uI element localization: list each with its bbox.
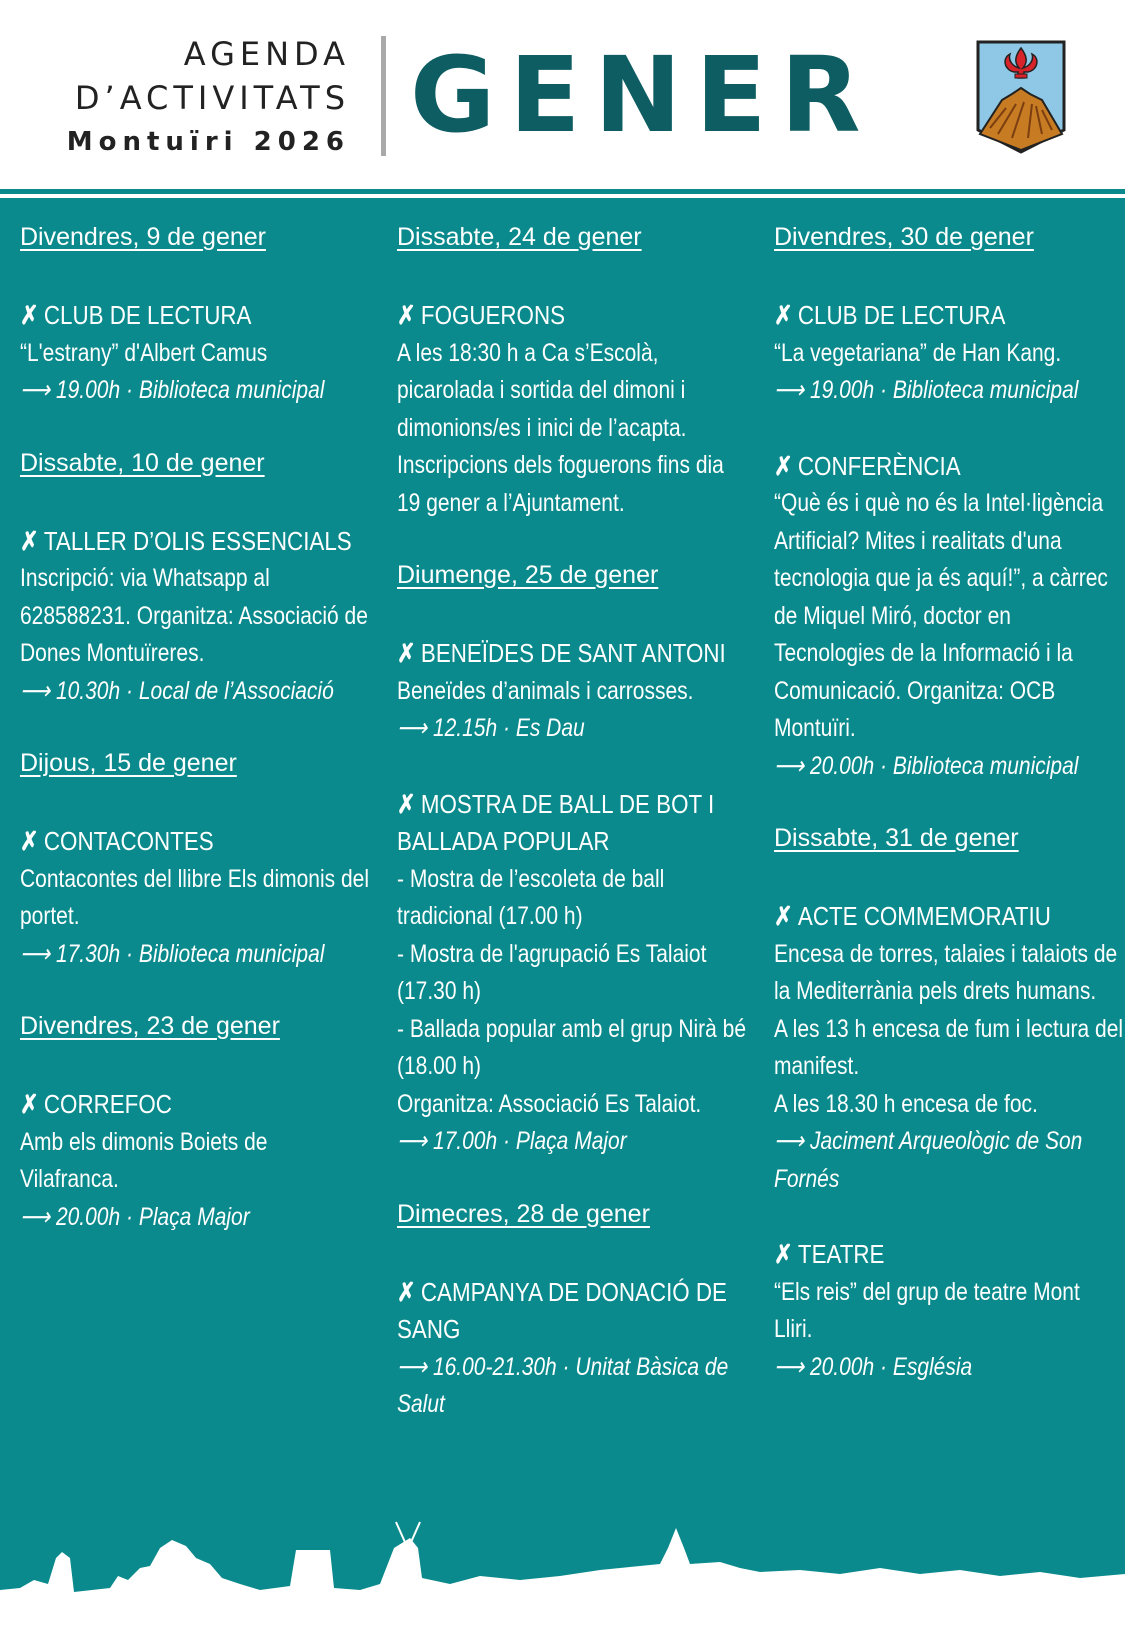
cross-icon: ✗ (774, 450, 793, 481)
day-date: Dissabte, 31 de gener (774, 824, 1019, 852)
event-time-place: ⟶ 20.00h · Biblioteca municipal (774, 751, 1079, 780)
day-date: Dijous, 15 de gener (20, 749, 237, 777)
day-date: Dissabte, 24 de gener (397, 223, 642, 251)
event (20, 297, 370, 410)
cross-icon: ✗ (20, 300, 39, 330)
cross-icon: ✗ (774, 1239, 793, 1269)
cross-icon: ✗ (20, 826, 39, 856)
event-description: Encesa de torres, talaies i talaiots de la Mediterrània pels drets humans. A les 13 h encesa de fum i lectura del manifest. A les 18.30 h encesa de foc. (774, 939, 1124, 1118)
cross-icon: ✗ (774, 300, 793, 330)
event (774, 297, 1124, 410)
day-date: Divendres, 9 de gener (20, 223, 266, 251)
event (397, 297, 747, 522)
day-date: Dimecres, 28 de gener (397, 1199, 650, 1228)
event-title: ✗ CONFERÈNCIA (774, 450, 961, 481)
event-time-place: ⟶ 10.30h · Local de l’Associació (20, 676, 334, 705)
event (20, 523, 370, 711)
event-description: Amb els dimonis Boiets de Vilafranca. (20, 1127, 268, 1193)
column-1 (20, 222, 370, 1274)
event-title: ✗ TEATRE (774, 1239, 885, 1269)
cross-icon: ✗ (20, 525, 39, 556)
event-time-place: ⟶ 19.00h · Biblioteca municipal (774, 376, 1079, 404)
event-description: - Mostra de l’escoleta de ball tradicional (17.00 h) - Mostra de l'agrupació Es Talaiot (17.30 h) - Ballada popular amb el grup Nirà bé (18.00 h) Organitza: Associació Es Talaiot. (397, 864, 747, 1118)
event-title: ✗ TALLER D’OLIS ESSENCIALS (20, 525, 352, 556)
cross-icon: ✗ (20, 1089, 39, 1119)
cross-icon: ✗ (397, 300, 416, 330)
event-time-place: ⟶ Jaciment Arqueològic de Son Fornés (774, 1127, 1083, 1193)
day-date: Divendres, 30 de gener (774, 223, 1034, 251)
event-time-place: ⟶ 20.00h · Plaça Major (20, 1202, 250, 1231)
day-date: Divendres, 23 de gener (20, 1012, 280, 1040)
event-time-place: ⟶ 16.00-21.30h · Unitat Bàsica de Salut (397, 1352, 729, 1418)
event-time-place: ⟶ 17.00h · Plaça Major (397, 1127, 627, 1155)
event-title: ✗ ACTE COMMEMORATIU (774, 901, 1051, 931)
cross-icon: ✗ (397, 1276, 416, 1307)
event-time-place: ⟶ 17.30h · Biblioteca municipal (20, 939, 325, 968)
event-description: Inscripció: via Whatsapp al 628588231. Organitza: Associació de Dones Montuïreres. (20, 564, 368, 667)
event-title: ✗ CLUB DE LECTURA (20, 300, 252, 330)
cross-icon: ✗ (397, 788, 416, 819)
header (0, 0, 1125, 188)
event-time-place: ⟶ 19.00h · Biblioteca municipal (20, 376, 325, 404)
event (397, 786, 747, 1161)
agenda-location-year: Montuïri 2026 (66, 127, 350, 157)
event-time-place: ⟶ 12.15h · Es Dau (397, 714, 585, 742)
event-description: “L'estrany” d'Albert Camus (20, 338, 268, 367)
event (20, 1086, 370, 1236)
column-2 (397, 222, 747, 1462)
event-title: ✗ CAMPANYA DE DONACIÓ DE SANG (397, 1276, 727, 1344)
event-title: ✗ MOSTRA DE BALL DE BOT I BALLADA POPULAR (397, 788, 715, 856)
day-date: Diumenge, 25 de gener (397, 561, 659, 589)
event-description: “Què és i què no és la Intel·ligència Artificial? Mites i realitats d'una tecnologia que ja és aquí!”, a càrrec de Miquel Miró, doctor en Tecnologies de la Informació i la Comunicació. Organitza: OCB Montuïri. (774, 489, 1108, 742)
event-title: ✗ BENEÏDES DE SANT ANTONI (397, 638, 726, 668)
town-skyline-silhouette (0, 1518, 1125, 1625)
event (774, 1236, 1124, 1386)
day-date: Dissabte, 10 de gener (20, 448, 265, 477)
event (20, 823, 370, 973)
header-underline (0, 189, 1125, 194)
event-description: A les 18:30 h a Ca s’Escolà, picarolada i sortida del dimoni i dimonions/es i inici de l’acapta. Inscripcions dels foguerons fins dia 19 gener a l’Ajuntament. (397, 338, 724, 517)
agenda-subtitle: D’ACTIVITATS (74, 79, 350, 117)
event (397, 635, 747, 748)
event-description: “La vegetariana” de Han Kang. (774, 338, 1062, 367)
event-title: ✗ FOGUERONS (397, 300, 566, 330)
agenda-title: AGENDA (183, 35, 350, 73)
event-time-place: ⟶ 20.00h · Església (774, 1352, 973, 1381)
column-3 (774, 222, 1124, 1424)
cross-icon: ✗ (774, 901, 793, 931)
event-title: ✗ CLUB DE LECTURA (774, 300, 1006, 330)
event-title: ✗ CORREFOC (20, 1089, 172, 1119)
event (397, 1274, 747, 1424)
event (774, 898, 1124, 1198)
event-description: Beneïdes d’animals i carrosses. (397, 676, 694, 705)
event-description: “Els reis” del grup de teatre Mont Lliri. (774, 1277, 1080, 1343)
agenda-heading (67, 32, 350, 164)
header-divider (381, 36, 386, 156)
event (774, 448, 1124, 786)
month-title: GENER (410, 34, 875, 156)
event-title: ✗ CONTACONTES (20, 826, 214, 856)
cross-icon: ✗ (397, 638, 416, 668)
municipal-coat-of-arms-icon (972, 38, 1070, 156)
event-description: Contacontes del llibre Els dimonis del portet. (20, 864, 370, 930)
